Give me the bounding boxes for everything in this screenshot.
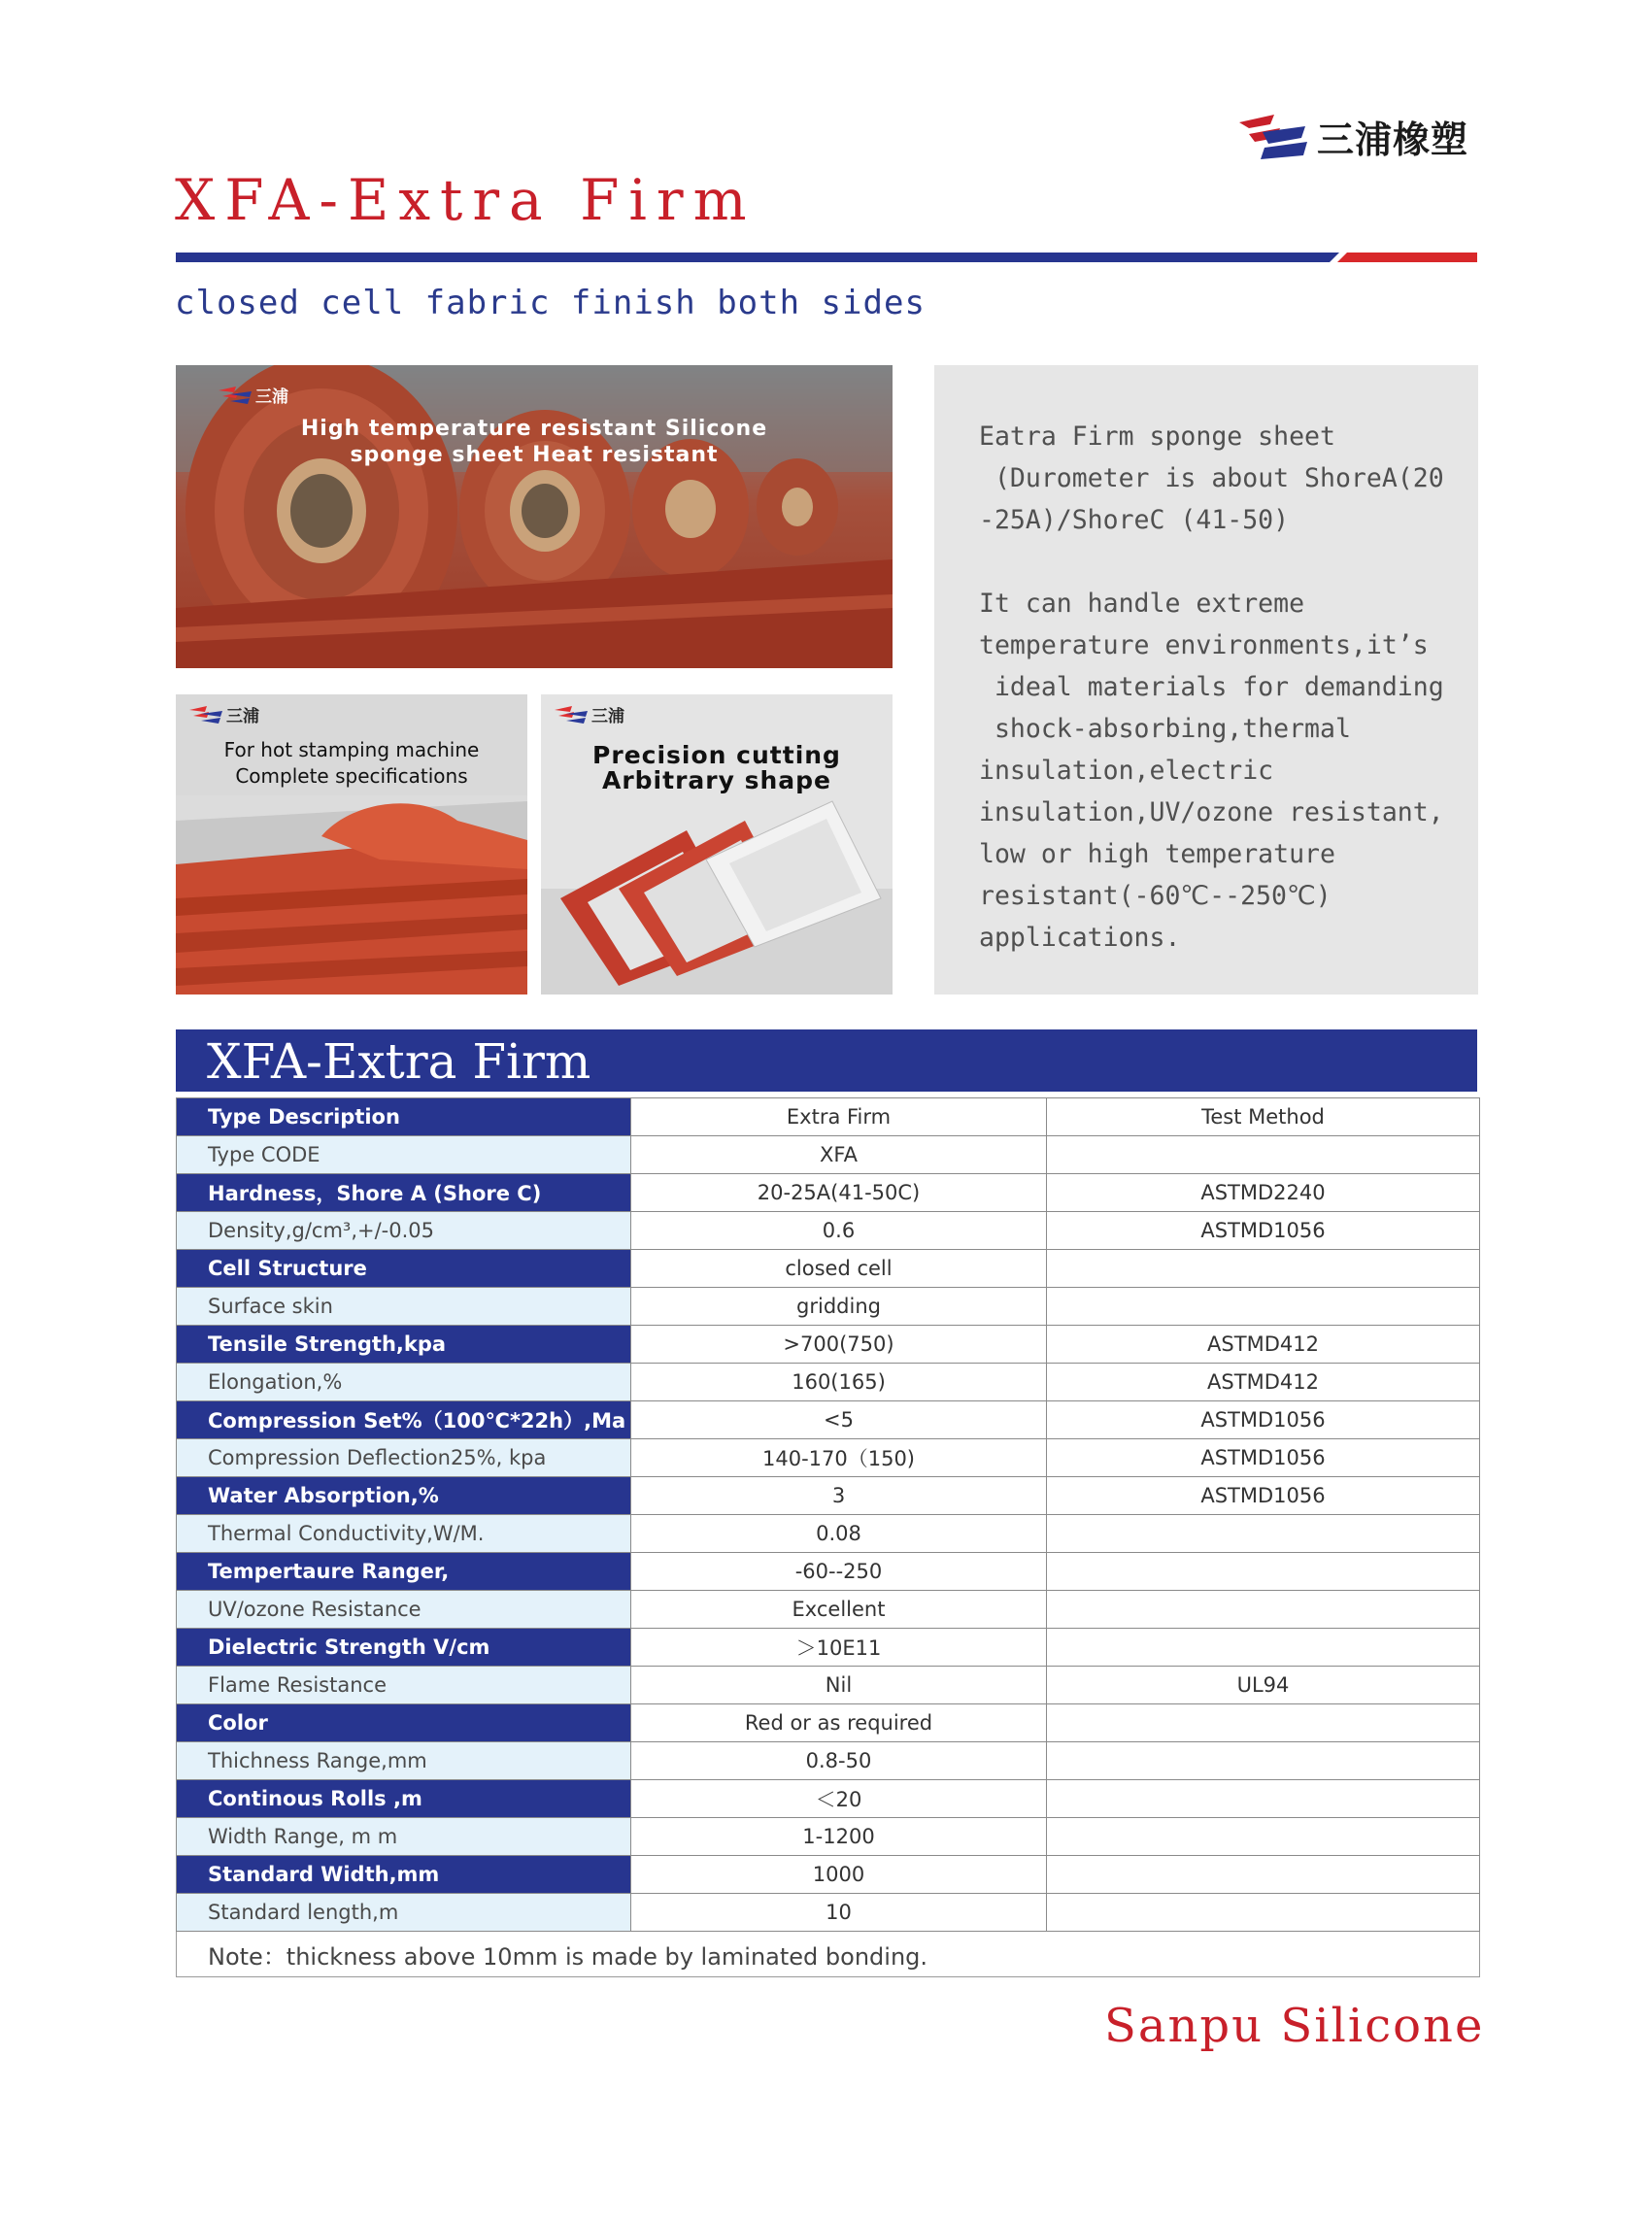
row-method: ASTMD1056 [1047, 1477, 1480, 1515]
spec-table [176, 1097, 1480, 1977]
row-value: 0.6 [631, 1212, 1047, 1250]
logo-text: 三浦橡塑 [1317, 118, 1469, 161]
table-note: Note：thickness above 10mm is made by laminated bonding. [177, 1932, 1480, 1977]
row-label: Type CODE [177, 1136, 631, 1174]
row-method [1047, 1515, 1480, 1553]
row-method: ASTMD412 [1047, 1364, 1480, 1401]
product-photo-rolls [176, 365, 893, 668]
title-divider [176, 253, 1477, 262]
row-label: Compression Deflection25%, kpa [177, 1439, 631, 1477]
page-title: XFA-Extra Firm [175, 167, 757, 233]
row-value: >700(750) [631, 1326, 1047, 1364]
row-label: Type Description [177, 1098, 631, 1136]
row-value: 1-1200 [631, 1818, 1047, 1856]
row-label: Dielectric Strength V/cm [177, 1629, 631, 1667]
row-label: Thichness Range,mm [177, 1742, 631, 1780]
row-method [1047, 1136, 1480, 1174]
footer-brand: Sanpu Silicone [1104, 1999, 1485, 2053]
row-label: Standard length,m [177, 1894, 631, 1932]
row-method: ASTMD1056 [1047, 1401, 1480, 1439]
table-row [177, 1591, 1480, 1629]
table-row [177, 1250, 1480, 1288]
row-method [1047, 1288, 1480, 1326]
row-value: gridding [631, 1288, 1047, 1326]
photo-logo: 三浦 [555, 702, 624, 726]
photo-caption: High temperature resistant Silicone sponge sheet Heat resistant [300, 417, 768, 467]
table-row [177, 1288, 1480, 1326]
row-label: Surface skin [177, 1288, 631, 1326]
row-label: Standard Width,mm [177, 1856, 631, 1894]
row-method [1047, 1780, 1480, 1818]
row-value: Excellent [631, 1591, 1047, 1629]
table-row [177, 1667, 1480, 1704]
row-method [1047, 1629, 1480, 1667]
row-label: Cell Structure [177, 1250, 631, 1288]
row-method [1047, 1742, 1480, 1780]
table-row [177, 1742, 1480, 1780]
row-label: Tensile Strength,kpa [177, 1326, 631, 1364]
row-value: closed cell [631, 1250, 1047, 1288]
row-value: ＞10E11 [631, 1629, 1047, 1667]
table-row [177, 1174, 1480, 1212]
row-value: 20-25A(41-50C) [631, 1174, 1047, 1212]
row-label: Water Absorption,% [177, 1477, 631, 1515]
row-method: UL94 [1047, 1667, 1480, 1704]
table-row [177, 1364, 1480, 1401]
table-row [177, 1098, 1480, 1136]
row-label: Width Range, m m [177, 1818, 631, 1856]
row-method: ASTMD1056 [1047, 1212, 1480, 1250]
row-label: Compression Set%（100℃*22h）,Ma [177, 1401, 631, 1439]
sanpu-logo-icon [555, 706, 588, 724]
table-heading-bar [176, 1029, 1477, 1092]
photo-caption: For hot stamping machine Complete specifications [223, 738, 480, 788]
table-row [177, 1439, 1480, 1477]
table-row [177, 1401, 1480, 1439]
brand-logo [1235, 109, 1488, 163]
row-value: 0.08 [631, 1515, 1047, 1553]
row-label: Hardness，Shore A (Shore C) [177, 1174, 631, 1212]
row-method [1047, 1591, 1480, 1629]
sanpu-logo-icon [189, 706, 222, 724]
row-method: ASTMD412 [1047, 1326, 1480, 1364]
row-value: 3 [631, 1477, 1047, 1515]
row-value: 1000 [631, 1856, 1047, 1894]
row-method [1047, 1250, 1480, 1288]
photo-logo: 三浦 [219, 383, 288, 407]
table-row [177, 1704, 1480, 1742]
description-text: Eatra Firm sponge sheet (Durometer is about ShoreA(20 -25A)/ShoreC (41-50) It can handle extreme temperature environments,it’s ideal materials for demanding shock-absorbing,thermal insulation,electric insulation,UV/ozone resistant, low or high temperature resistant(-60℃--250℃) applications. [979, 421, 1444, 953]
row-method [1047, 1818, 1480, 1856]
table-note-row [177, 1932, 1480, 1977]
table-row [177, 1477, 1480, 1515]
sanpu-logo-icon [1235, 109, 1311, 163]
table-row [177, 1894, 1480, 1932]
table-row [177, 1515, 1480, 1553]
photo-caption: Precision cutting Arbitrary shape [592, 741, 841, 794]
row-value: XFA [631, 1136, 1047, 1174]
row-method [1047, 1704, 1480, 1742]
row-value: ＜20 [631, 1780, 1047, 1818]
row-label: Elongation,% [177, 1364, 631, 1401]
row-value: <5 [631, 1401, 1047, 1439]
table-row [177, 1553, 1480, 1591]
product-photo-sheets [176, 694, 527, 995]
row-label: Density,g/cm³,+/-0.05 [177, 1212, 631, 1250]
row-method: Test Method [1047, 1098, 1480, 1136]
table-row [177, 1326, 1480, 1364]
row-method [1047, 1894, 1480, 1932]
row-method [1047, 1856, 1480, 1894]
table-row [177, 1629, 1480, 1667]
table-heading: XFA-Extra Firm [207, 1033, 591, 1090]
table-row [177, 1818, 1480, 1856]
row-value: 140-170（150) [631, 1439, 1047, 1477]
page-subtitle: closed cell fabric finish both sides [175, 284, 926, 322]
sanpu-logo-icon [219, 387, 252, 404]
row-label: Continous Rolls ,m [177, 1780, 631, 1818]
row-method: ASTMD1056 [1047, 1439, 1480, 1477]
product-photo-gaskets [541, 694, 893, 995]
photo-logo: 三浦 [189, 702, 259, 726]
row-method: ASTMD2240 [1047, 1174, 1480, 1212]
row-value: 160(165) [631, 1364, 1047, 1401]
row-label: UV/ozone Resistance [177, 1591, 631, 1629]
table-row [177, 1856, 1480, 1894]
row-value: Red or as required [631, 1704, 1047, 1742]
row-label: Tempertaure Ranger, [177, 1553, 631, 1591]
row-method [1047, 1553, 1480, 1591]
row-label: Color [177, 1704, 631, 1742]
row-value: Nil [631, 1667, 1047, 1704]
table-row [177, 1212, 1480, 1250]
table-row [177, 1780, 1480, 1818]
row-label: Thermal Conductivity,W/M. [177, 1515, 631, 1553]
row-value: Extra Firm [631, 1098, 1047, 1136]
row-label: Flame Resistance [177, 1667, 631, 1704]
row-value: 0.8-50 [631, 1742, 1047, 1780]
row-value: 10 [631, 1894, 1047, 1932]
row-value: -60--250 [631, 1553, 1047, 1591]
table-row [177, 1136, 1480, 1174]
description-panel [934, 365, 1478, 995]
